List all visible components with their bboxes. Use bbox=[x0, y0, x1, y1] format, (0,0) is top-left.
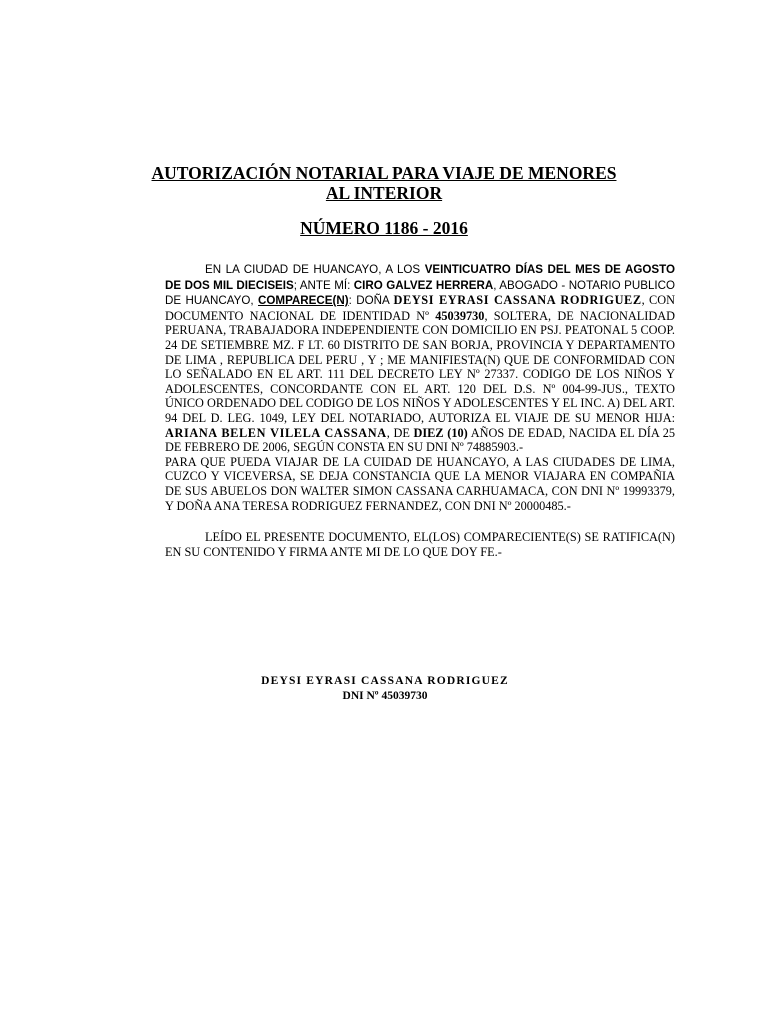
date-text: VEINTICUATRO DÍAS DEL MES DE AGOSTO DE DOS MIL DIECISEIS bbox=[165, 263, 675, 292]
text-segment: , ABOGADO - NOTARIO PUBLICO DE HUANCAYO, bbox=[165, 278, 676, 308]
paragraph-authorization bbox=[165, 262, 675, 455]
title-line-2: AL INTERIOR bbox=[325, 183, 443, 203]
signatory-name: DEYSI EYRASI CASSANA RODRIGUEZ bbox=[261, 675, 509, 687]
signature-block bbox=[220, 674, 550, 704]
document-number: NÚMERO 1186 - 2016 bbox=[300, 218, 468, 238]
parent-name: DEYSI EYRASI CASSANA RODRIGUEZ bbox=[393, 293, 642, 308]
comparece-label: COMPARECE(N) bbox=[258, 294, 349, 308]
text-segment: AÑOS DE EDAD, NACIDA EL DÍA 25 DE FEBRERO DE 2006, SEGÚN CONSTA EN SU DNI Nº 74885903.- bbox=[165, 425, 675, 455]
text-segment: , CON DOCUMENTO NACIONAL DE IDENTIDAD Nº bbox=[165, 293, 675, 323]
text-segment: ; ANTE MÍ: bbox=[293, 278, 354, 292]
document-body bbox=[165, 262, 675, 559]
minor-name: ARIANA BELEN VILELA CASSANA bbox=[165, 425, 387, 440]
document-title bbox=[140, 163, 628, 203]
text-segment: EN LA CIUDAD DE HUANCAYO, A LOS bbox=[205, 263, 425, 276]
parent-dni: 45039730 bbox=[435, 308, 485, 323]
signatory-dni: DNI Nº 45039730 bbox=[342, 690, 428, 702]
text-segment: , DE bbox=[386, 425, 414, 440]
paragraph-ratification: LEÍDO EL PRESENTE DOCUMENTO, EL(LOS) COMPARECIENTE(S) SE RATIFICA(N) EN SU CONTENIDO Y FIRMA ANTE MI DE LO QUE DOY FE.- bbox=[165, 530, 675, 559]
notary-name: CIRO GALVEZ HERRERA bbox=[353, 278, 494, 292]
paragraph-travel: PARA QUE PUEDA VIAJAR DE LA CUIDAD DE HUANCAYO, A LAS CIUDADES DE LIMA, CUZCO Y VICEVERSA, SE DEJA CONSTANCIA QUE LA MENOR VIAJARA EN COMPAÑIA DE SUS ABUELOS DON WALTER SIMON CASSANA CARHUAMACA, CON DNI Nº 19993379, Y DOÑA ANA TERESA RODRIGUEZ FERNANDEZ, CON DNI Nº 20000485.- bbox=[165, 454, 675, 513]
title-line-1: AUTORIZACIÓN NOTARIAL PARA VIAJE DE MENORES bbox=[151, 163, 617, 183]
text-segment: , SOLTERA, DE NACIONALIDAD PERUANA, TRABAJADORA INDEPENDIENTE CON DOMICILIO EN PSJ. PEATONAL 5 COOP. 24 DE SETIEMBRE MZ. F LT. 60 DISTRITO DE SAN BORJA, PROVINCIA Y DEPARTAMENTO DE LIMA , REPUBLICA DEL PERU , Y ; ME MANIFIESTA(N) QUE DE CONFORMIDAD CON LO SEÑALADO EN EL ART. 111 DEL DECRETO LEY Nº 27337. CODIGO DE LOS NIÑOS Y ADOLESCENTES, CONCORDANTE CON EL ART. 120 DEL D.S. Nº 004-99-JUS., TEXTO ÚNICO ORDENADO DEL CODIGO DE LOS NIÑOS Y ADOLESCENTES Y EL INC. A) DEL ART. 94 DEL D. LEG. 1049, LEY DEL NOTARIADO, AUTORIZA EL VIAJE DE SU MENOR HIJA: bbox=[165, 308, 675, 425]
text-segment: : DOÑA bbox=[348, 294, 394, 308]
minor-age: DIEZ (10) bbox=[413, 425, 468, 440]
